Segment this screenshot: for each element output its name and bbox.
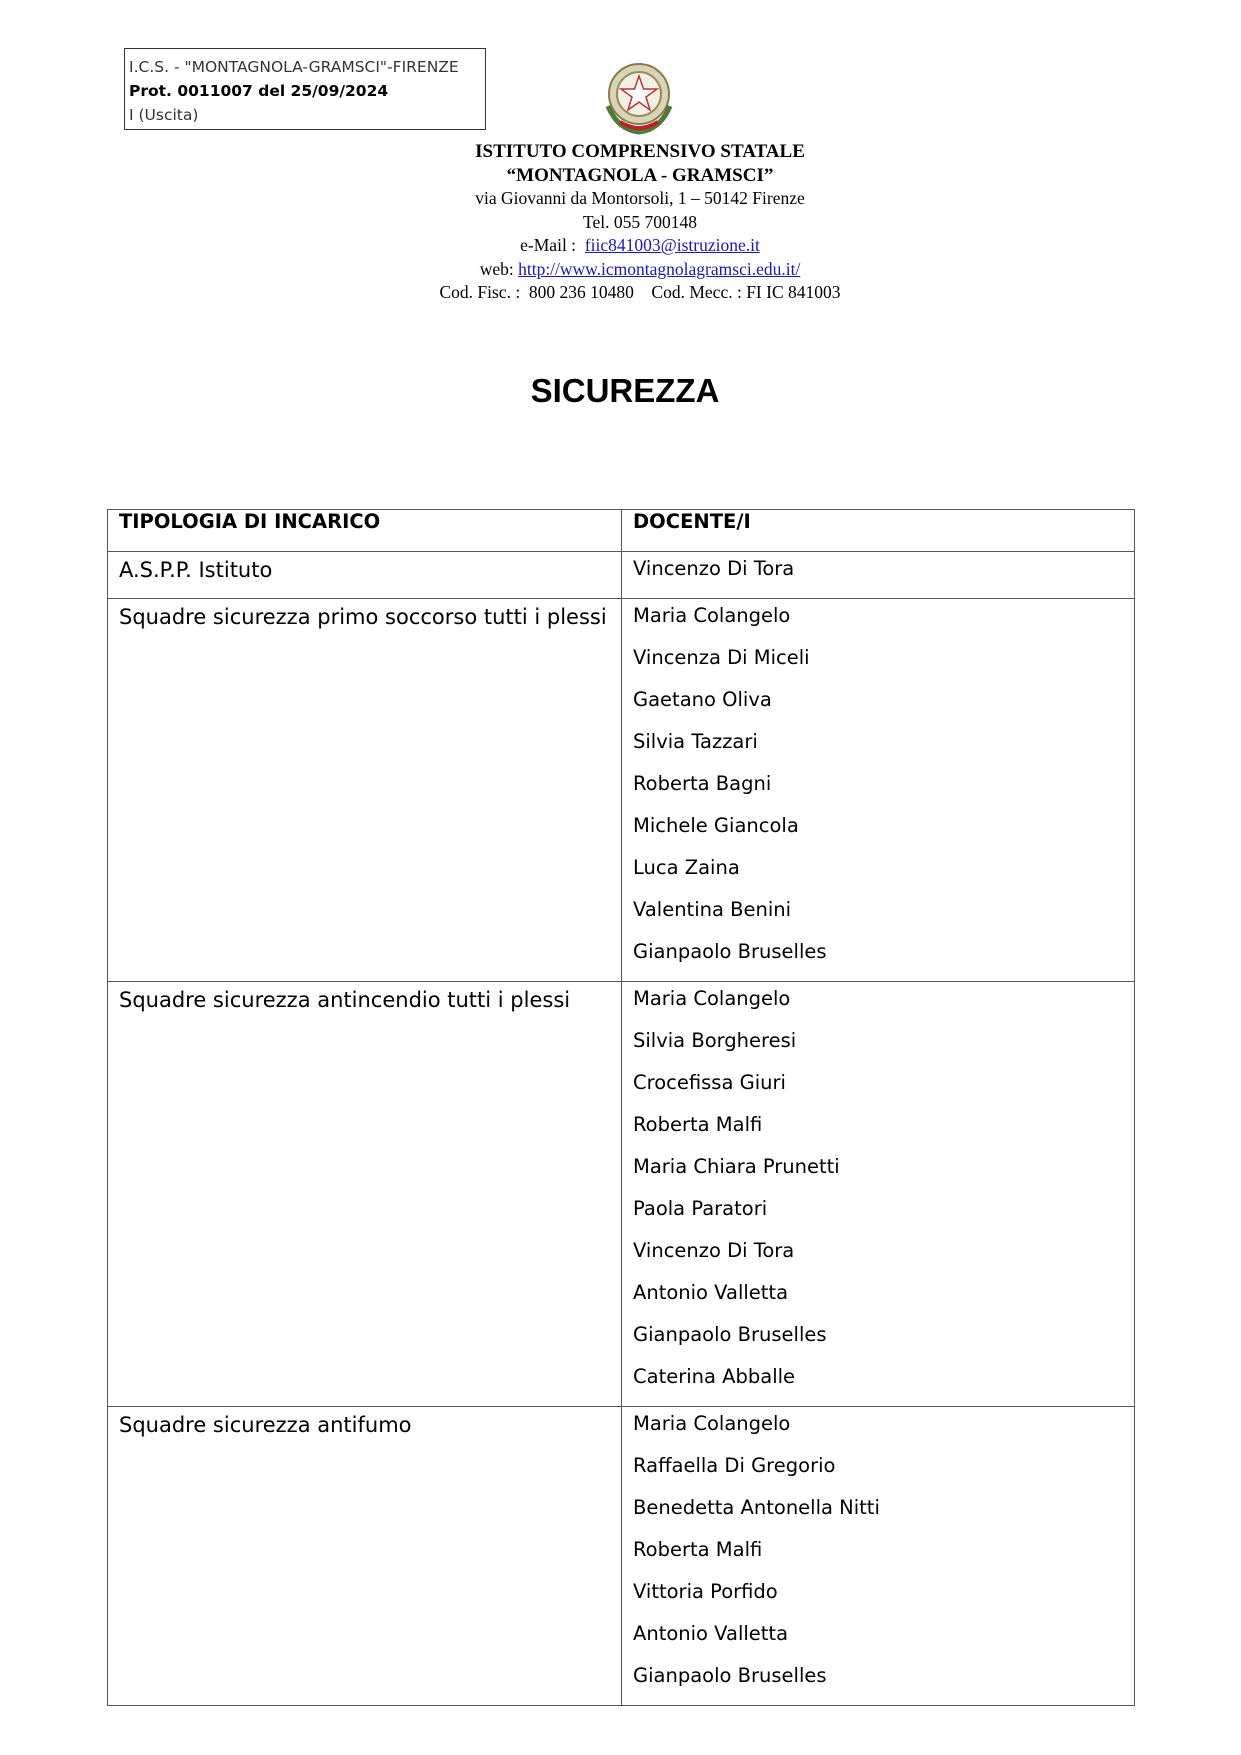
protocol-direction: I (Uscita) <box>129 106 199 124</box>
teacher-name: Roberta Malfi <box>633 1113 763 1136</box>
protocol-number: Prot. 0011007 del 25/09/2024 <box>129 82 389 100</box>
assignments-table <box>107 509 1135 1706</box>
teacher-name: Paola Paratori <box>633 1197 768 1220</box>
table-row <box>108 552 1135 599</box>
teacher-name: Caterina Abballe <box>633 1365 796 1388</box>
column-header-role: TIPOLOGIA DI INCARICO <box>108 510 622 552</box>
table-header-row <box>108 510 1135 552</box>
teacher-name: Maria Colangelo <box>633 1412 791 1435</box>
school-name: “MONTAGNOLA - GRAMSCI” <box>506 164 774 186</box>
teacher-name: Vincenzo Di Tora <box>633 557 795 580</box>
web-link[interactable]: http://www.icmontagnolagramsci.edu.it/ <box>518 258 801 279</box>
teacher-name: Gaetano Oliva <box>633 688 772 711</box>
email-link[interactable]: fiic841003@istruzione.it <box>584 235 760 255</box>
teacher-name: Vincenza Di Miceli <box>633 646 810 669</box>
teacher-name: Roberta Bagni <box>633 772 772 795</box>
teacher-name: Maria Chiara Prunetti <box>633 1155 840 1178</box>
assignment-type: Squadre sicurezza primo soccorso tutti i plessi <box>108 599 622 982</box>
teacher-list <box>622 982 1135 1407</box>
page-title: SICUREZZA <box>530 372 720 409</box>
teacher-name: Benedetta Antonella Nitti <box>633 1496 880 1519</box>
teacher-name: Michele Giancola <box>633 814 799 837</box>
school-codes: Cod. Fisc. : 800 236 10480 Cod. Mecc. : FI IC 841003 <box>439 282 841 302</box>
email-label: e-Mail : <box>520 235 577 255</box>
teacher-name: Raffaella Di Gregorio <box>633 1454 836 1477</box>
column-header-teachers: DOCENTE/I <box>622 510 1135 552</box>
protocol-school: I.C.S. - "MONTAGNOLA-GRAMSCI"-FIRENZE <box>129 58 459 76</box>
school-type: ISTITUTO COMPRENSIVO STATALE <box>475 141 805 162</box>
teacher-name: Silvia Borgheresi <box>633 1029 797 1052</box>
teacher-name: Maria Colangelo <box>633 987 791 1010</box>
teacher-name: Antonio Valletta <box>633 1281 789 1304</box>
protocol-stamp <box>124 48 486 130</box>
teacher-name: Roberta Malfi <box>633 1538 763 1561</box>
assignment-type: Squadre sicurezza antincendio tutti i plessi <box>108 982 622 1407</box>
teacher-name: Gianpaolo Bruselles <box>633 1323 827 1346</box>
teacher-name: Valentina Benini <box>633 898 792 921</box>
school-email-line <box>0 234 1241 258</box>
teacher-name: Gianpaolo Bruselles <box>633 1664 827 1687</box>
italian-republic-emblem-icon <box>598 56 680 138</box>
teacher-name: Luca Zaina <box>633 856 740 879</box>
teacher-list <box>622 1407 1135 1706</box>
table-row <box>108 599 1135 982</box>
table-row <box>108 1407 1135 1706</box>
teacher-list <box>622 552 1135 599</box>
teacher-name: Maria Colangelo <box>633 604 791 627</box>
assignment-type: Squadre sicurezza antifumo <box>108 1407 622 1706</box>
assignment-type: A.S.P.P. Istituto <box>108 552 622 599</box>
teacher-name: Crocefissa Giuri <box>633 1071 786 1094</box>
teacher-name: Antonio Valletta <box>633 1622 789 1645</box>
teacher-name: Vincenzo Di Tora <box>633 1239 795 1262</box>
teacher-name: Silvia Tazzari <box>633 730 758 753</box>
school-header <box>0 140 1241 305</box>
web-label: web: <box>479 258 514 279</box>
school-tel: Tel. 055 700148 <box>583 211 697 232</box>
school-address: via Giovanni da Montorsoli, 1 – 50142 Firenze <box>475 188 805 208</box>
table-row <box>108 982 1135 1407</box>
teacher-list <box>622 599 1135 982</box>
teacher-name: Gianpaolo Bruselles <box>633 940 827 963</box>
teacher-name: Vittoria Porfido <box>633 1580 778 1603</box>
school-web-line <box>0 258 1241 282</box>
